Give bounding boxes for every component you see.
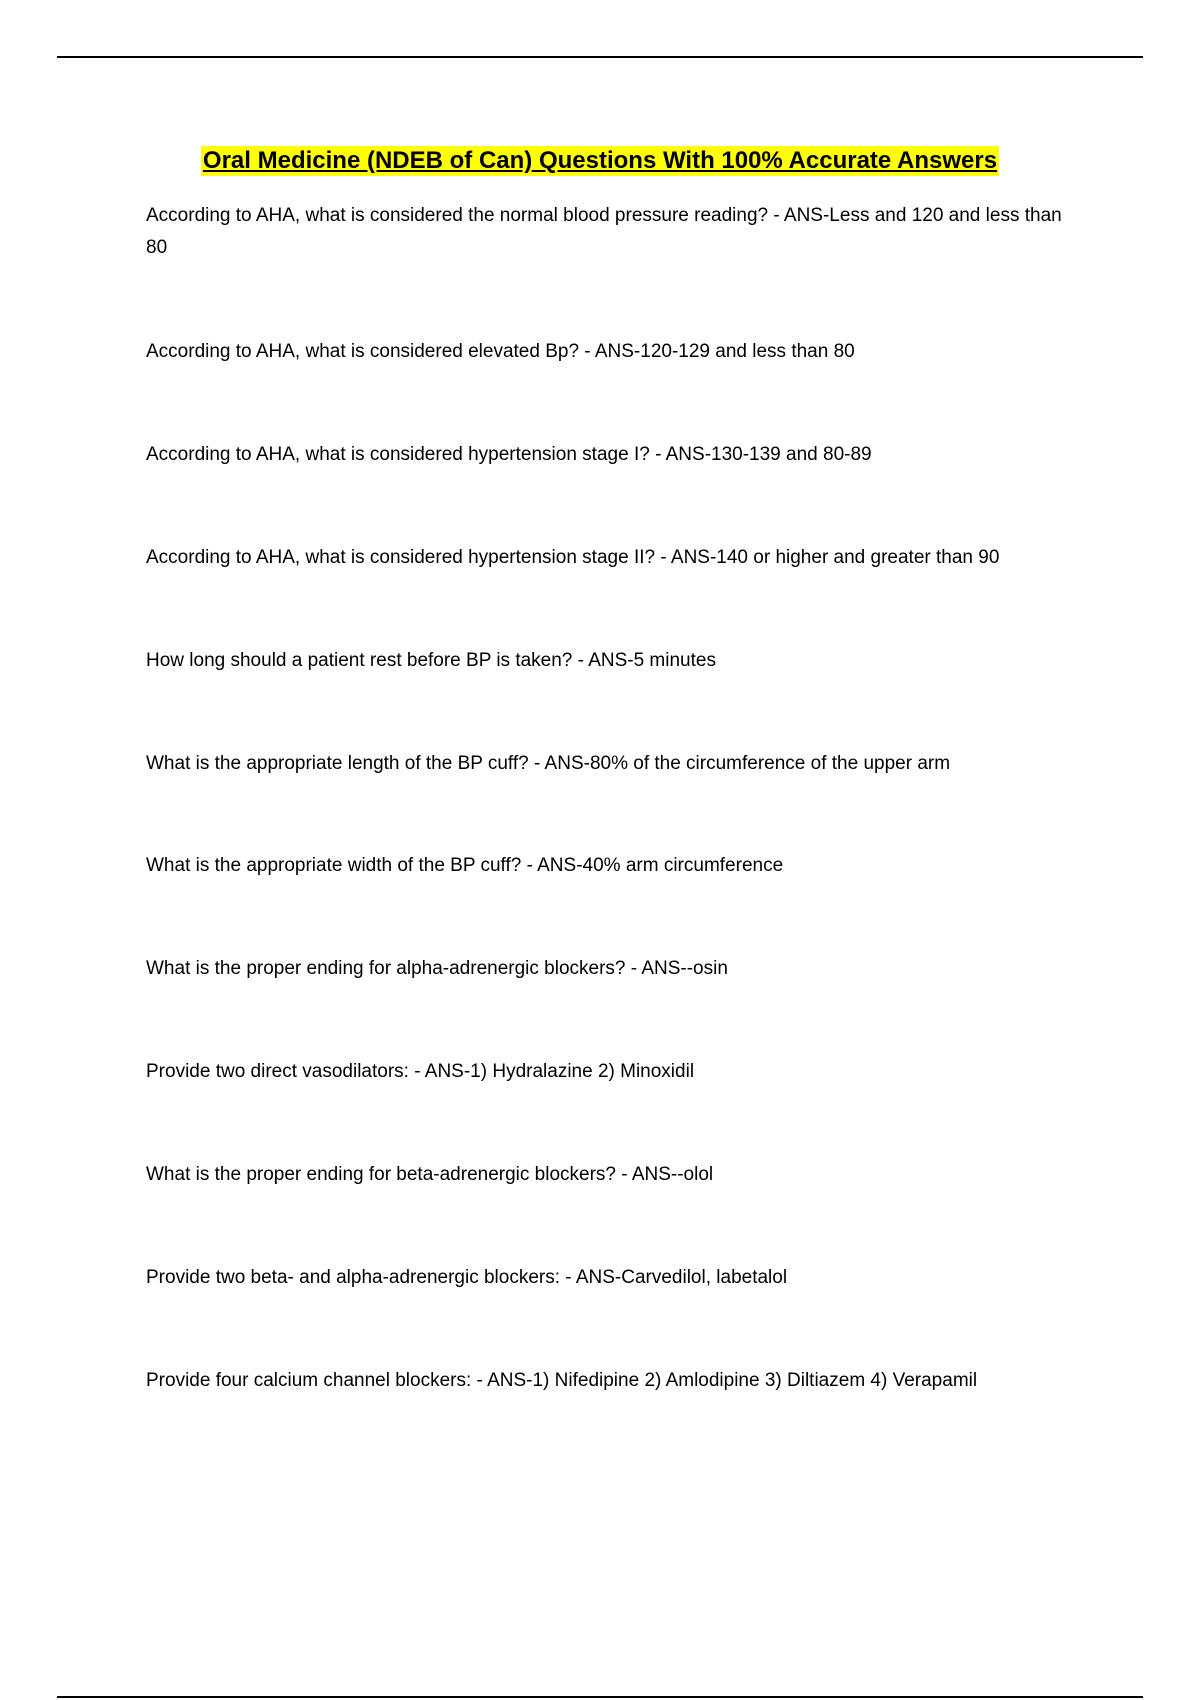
qa-item-9: Provide two direct vasodilators: - ANS-1) Hydralazine 2) Minoxidil	[146, 1061, 695, 1082]
header-rule	[57, 56, 1143, 58]
qa-item-11: Provide two beta- and alpha-adrenergic blockers: - ANS-Carvedilol, labetalol	[146, 1267, 788, 1288]
qa-item-10: What is the proper ending for beta-adrenergic blockers? - ANS--olol	[146, 1164, 714, 1185]
qa-item-7: What is the appropriate width of the BP cuff? - ANS-40% arm circumference	[146, 855, 784, 876]
title-container	[0, 146, 1200, 176]
qa-item-6: What is the appropriate length of the BP cuff? - ANS-80% of the circumference of the upper arm	[146, 753, 951, 774]
qa-item-3: According to AHA, what is considered hypertension stage I? - ANS-130-139 and 80-89	[146, 444, 872, 465]
qa-item-12: Provide four calcium channel blockers: - ANS-1) Nifedipine 2) Amlodipine 3) Diltiazem 4) Verapamil	[146, 1370, 978, 1391]
qa-item-4: According to AHA, what is considered hypertension stage II? - ANS-140 or higher and greater than 90	[146, 547, 1000, 568]
qa-item-2: According to AHA, what is considered elevated Bp? - ANS-120-129 and less than 80	[146, 341, 855, 362]
document-title: Oral Medicine (NDEB of Can) Questions With 100% Accurate Answers	[202, 147, 998, 174]
qa-item-1: According to AHA, what is considered the normal blood pressure reading? - ANS-Less and 120 and less than 80	[146, 205, 1062, 258]
footer-rule	[57, 1696, 1143, 1698]
qa-item-5: How long should a patient rest before BP is taken? - ANS-5 minutes	[146, 650, 716, 671]
qa-item-8: What is the proper ending for alpha-adrenergic blockers? - ANS--osin	[146, 958, 728, 979]
